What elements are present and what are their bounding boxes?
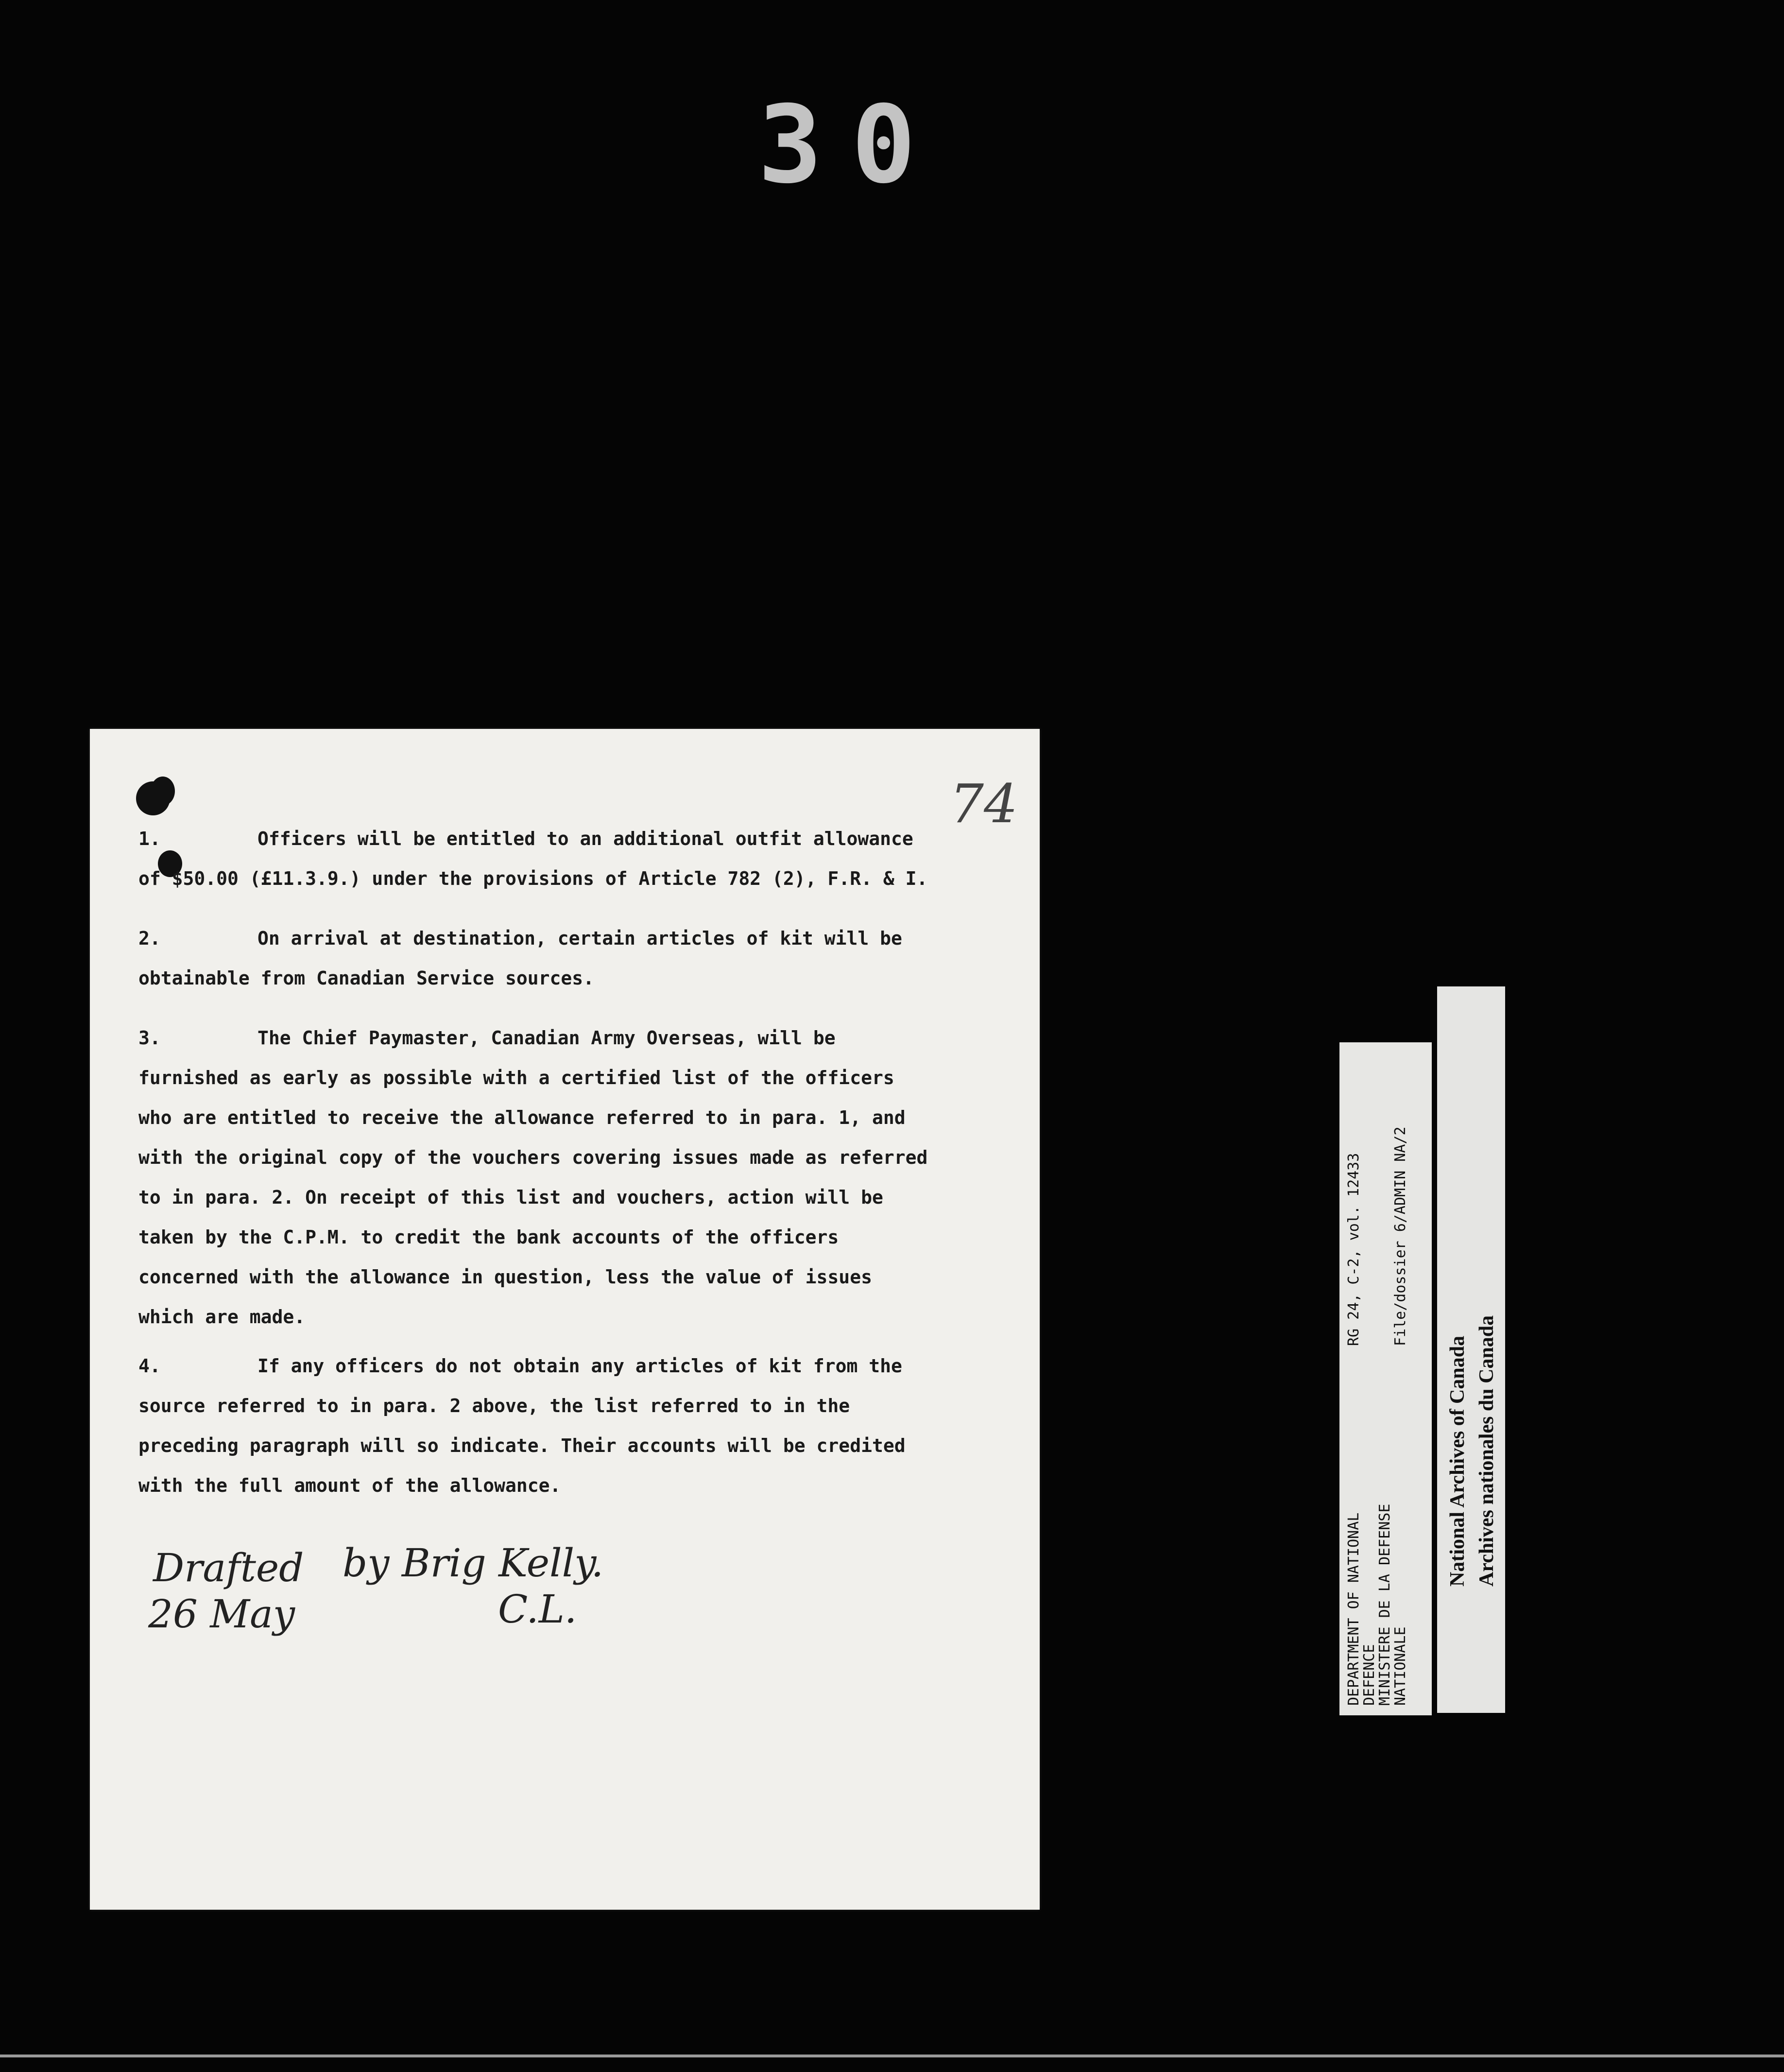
paragraph-line: with the original copy of the vouchers covering issues made as referred	[138, 1147, 928, 1168]
page-number: 74	[950, 773, 1018, 835]
paragraph-line: concerned with the allowance in question, less the value of issues	[138, 1266, 872, 1288]
paragraph-line: furnished as early as possible with a certified list of the officers	[138, 1067, 894, 1088]
handwritten-by-brig-kelly: by Brig Kelly.	[343, 1540, 604, 1586]
paragraph-line: If any officers do not obtain any articles of kit from the	[257, 1355, 902, 1377]
label-line: NATIONALE	[1392, 1626, 1409, 1706]
handwritten-drafted: Drafted	[153, 1545, 304, 1590]
paragraph-1	[138, 819, 984, 898]
frame-number: 30	[758, 83, 945, 207]
paragraph-number: 4.	[138, 1355, 161, 1377]
paragraph-line: which are made.	[138, 1306, 306, 1328]
paragraph-number: 2.	[138, 928, 161, 949]
national-archives-label	[1437, 986, 1505, 1713]
paragraph-2	[138, 918, 984, 998]
handwritten-initials: C.L.	[498, 1587, 577, 1632]
paragraph-line: preceding paragraph will so indicate. Their accounts will be credited	[138, 1435, 906, 1456]
paragraph-number: 1.	[138, 828, 161, 849]
label-line: File/dossier 6/ADMIN NA/2	[1392, 1126, 1409, 1346]
label-line: MINISTERE DE LA DEFENSE	[1376, 1503, 1393, 1706]
label-line: RG 24, C-2, vol. 12433	[1345, 1153, 1362, 1346]
label-line: DEFENCE	[1361, 1644, 1378, 1706]
document-page	[90, 729, 1040, 1910]
paragraph-number: 3.	[138, 1027, 161, 1049]
paragraph-line: who are entitled to receive the allowance referred to in para. 1, and	[138, 1107, 906, 1128]
paragraph-line: The Chief Paymaster, Canadian Army Overseas, will be	[257, 1027, 836, 1049]
paragraph-line: Officers will be entitled to an additional outfit allowance	[257, 828, 913, 849]
film-edge-line	[0, 2055, 1784, 2057]
paragraph-line: with the full amount of the allowance.	[138, 1475, 561, 1496]
paragraph-line: to in para. 2. On receipt of this list and vouchers, action will be	[138, 1187, 883, 1208]
paragraph-3	[138, 1018, 984, 1337]
paragraph-line: source referred to in para. 2 above, the list referred to in the	[138, 1395, 850, 1416]
paragraph-line: obtainable from Canadian Service sources.	[138, 967, 594, 989]
label-line: DEPARTMENT OF NATIONAL	[1345, 1512, 1362, 1706]
handwritten-date: 26 May	[148, 1591, 295, 1637]
archive-name-en: National Archives of Canada	[1446, 1335, 1469, 1587]
paragraph-line: On arrival at destination, certain articles of kit will be	[257, 928, 902, 949]
archive-name-fr: Archives nationales du Canada	[1475, 1315, 1498, 1587]
archive-reference-label	[1339, 1042, 1432, 1715]
paragraph-line: of $50.00 (£11.3.9.) under the provisions of Article 782 (2), F.R. & I.	[138, 868, 928, 889]
punch-hole-top-2	[151, 777, 175, 806]
paragraph-line: taken by the C.P.M. to credit the bank accounts of the officers	[138, 1226, 839, 1248]
paragraph-4	[138, 1346, 984, 1505]
